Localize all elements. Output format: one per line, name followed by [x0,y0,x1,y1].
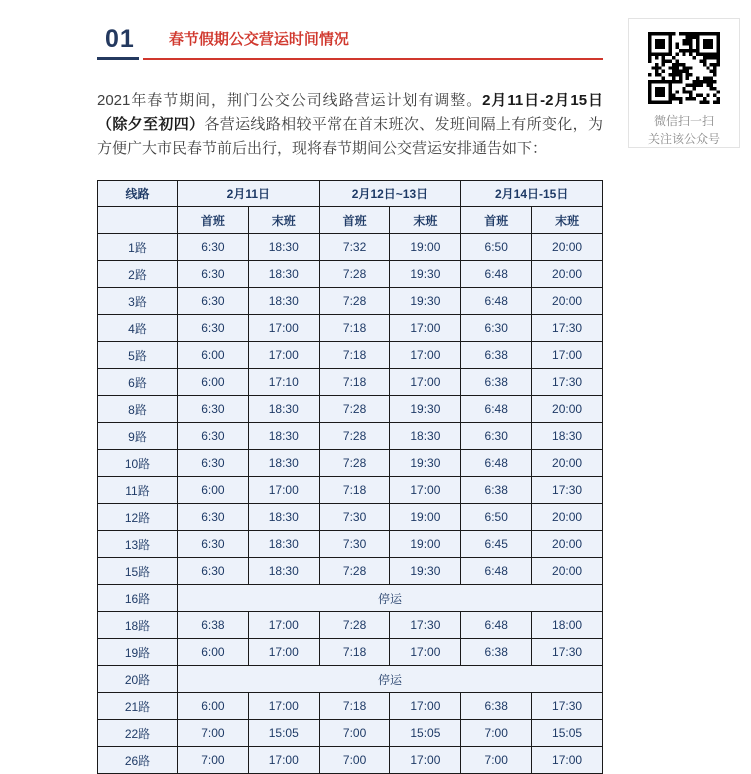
time-cell: 7:28 [319,558,390,585]
date-group-header: 2月11日 [178,181,320,207]
suspended-cell: 停运 [178,585,603,612]
date-group-header: 2月14日-15日 [461,181,603,207]
time-cell: 18:30 [248,288,319,315]
time-cell: 17:00 [390,342,461,369]
time-cell: 6:30 [178,504,249,531]
route-cell: 20路 [98,666,178,693]
table-header-subcolumns [98,207,603,234]
time-cell: 18:30 [248,531,319,558]
time-cell: 20:00 [532,288,603,315]
table-row [98,666,603,693]
time-cell: 7:28 [319,288,390,315]
time-cell: 7:00 [461,747,532,774]
time-cell: 17:30 [532,315,603,342]
route-cell: 9路 [98,423,178,450]
time-cell: 7:28 [319,450,390,477]
time-cell: 7:18 [319,693,390,720]
last-bus-header: 末班 [248,207,319,234]
time-cell: 20:00 [532,396,603,423]
time-cell: 7:30 [319,531,390,558]
route-cell: 12路 [98,504,178,531]
time-cell: 7:28 [319,612,390,639]
route-cell: 11路 [98,477,178,504]
time-cell: 7:18 [319,477,390,504]
time-cell: 6:30 [178,261,249,288]
time-cell: 7:30 [319,504,390,531]
time-cell: 17:30 [532,477,603,504]
table-row [98,423,603,450]
first-bus-header: 首班 [461,207,532,234]
route-cell: 6路 [98,369,178,396]
wechat-qr-panel [628,18,740,148]
time-cell: 17:00 [248,315,319,342]
time-cell: 17:00 [390,693,461,720]
time-cell: 17:00 [532,342,603,369]
time-cell: 15:05 [248,720,319,747]
time-cell: 7:00 [319,747,390,774]
intro-paragraph [97,89,603,161]
table-row [98,693,603,720]
time-cell: 6:00 [178,342,249,369]
time-cell: 6:30 [178,423,249,450]
time-cell: 17:00 [390,747,461,774]
time-cell: 6:30 [178,531,249,558]
section-title: 春节假期公交营运时间情况 [168,31,349,48]
time-cell: 17:30 [532,639,603,666]
table-row [98,396,603,423]
suspended-cell: 停运 [178,666,603,693]
time-cell: 17:10 [248,369,319,396]
time-cell: 6:30 [178,396,249,423]
time-cell: 19:30 [390,261,461,288]
time-cell: 7:00 [178,747,249,774]
time-cell: 6:30 [461,423,532,450]
route-cell: 1路 [98,234,178,261]
time-cell: 6:48 [461,396,532,423]
time-cell: 6:48 [461,261,532,288]
time-cell: 6:48 [461,288,532,315]
time-cell: 6:30 [178,234,249,261]
qr-caption-line2: 关注该公众号 [647,132,720,146]
intro-text-bold: 2月11日-2月15日（除夕至初四） [97,92,603,133]
table-row [98,261,603,288]
time-cell: 6:38 [461,342,532,369]
table-row [98,315,603,342]
time-cell: 20:00 [532,558,603,585]
time-cell: 19:30 [390,396,461,423]
route-cell: 15路 [98,558,178,585]
time-cell: 18:30 [248,234,319,261]
time-cell: 18:30 [390,423,461,450]
time-cell: 18:30 [532,423,603,450]
table-header-dates [98,181,603,207]
time-cell: 15:05 [532,720,603,747]
route-cell: 21路 [98,693,178,720]
time-cell: 20:00 [532,504,603,531]
table-row [98,585,603,612]
table-row [98,531,603,558]
last-bus-header: 末班 [390,207,461,234]
route-cell: 2路 [98,261,178,288]
section-number-underline [97,27,139,60]
time-cell: 7:28 [319,396,390,423]
bus-schedule-table [97,180,603,774]
time-cell: 6:00 [178,477,249,504]
time-cell: 17:00 [390,477,461,504]
time-cell: 17:00 [248,477,319,504]
time-cell: 19:00 [390,504,461,531]
time-cell: 17:00 [248,693,319,720]
table-row [98,477,603,504]
time-cell: 6:48 [461,450,532,477]
time-cell: 18:30 [248,261,319,288]
time-cell: 17:30 [390,612,461,639]
route-cell: 22路 [98,720,178,747]
time-cell: 6:38 [461,477,532,504]
route-cell: 8路 [98,396,178,423]
time-cell: 7:00 [319,720,390,747]
time-cell: 18:30 [248,504,319,531]
route-cell: 26路 [98,747,178,774]
route-cell: 10路 [98,450,178,477]
time-cell: 18:00 [532,612,603,639]
table-row [98,369,603,396]
time-cell: 6:38 [461,639,532,666]
time-cell: 6:38 [461,369,532,396]
qr-caption-line1: 微信扫一扫 [653,114,714,128]
time-cell: 20:00 [532,234,603,261]
empty-header-cell [98,207,178,234]
time-cell: 17:00 [532,747,603,774]
time-cell: 6:45 [461,531,532,558]
time-cell: 18:30 [248,450,319,477]
time-cell: 7:18 [319,639,390,666]
time-cell: 6:30 [178,315,249,342]
time-cell: 19:00 [390,234,461,261]
time-cell: 6:00 [178,639,249,666]
table-row [98,639,603,666]
time-cell: 19:30 [390,558,461,585]
table-row [98,504,603,531]
first-bus-header: 首班 [178,207,249,234]
first-bus-header: 首班 [319,207,390,234]
table-row [98,612,603,639]
table-row [98,288,603,315]
time-cell: 7:32 [319,234,390,261]
time-cell: 19:00 [390,531,461,558]
time-cell: 15:05 [390,720,461,747]
time-cell: 20:00 [532,261,603,288]
time-cell: 17:00 [390,369,461,396]
time-cell: 6:50 [461,504,532,531]
last-bus-header: 末班 [532,207,603,234]
time-cell: 6:30 [178,558,249,585]
time-cell: 7:28 [319,261,390,288]
time-cell: 7:18 [319,315,390,342]
section-title-rule [143,28,603,60]
time-cell: 17:00 [390,315,461,342]
time-cell: 18:30 [248,396,319,423]
route-column-header: 线路 [98,181,178,207]
article-content [97,0,603,774]
time-cell: 17:30 [532,693,603,720]
time-cell: 20:00 [532,450,603,477]
route-cell: 16路 [98,585,178,612]
time-cell: 6:38 [178,612,249,639]
table-row [98,747,603,774]
time-cell: 20:00 [532,531,603,558]
date-group-header: 2月12日~13日 [319,181,461,207]
time-cell: 6:30 [178,450,249,477]
route-cell: 5路 [98,342,178,369]
section-header [97,27,603,60]
qr-code-icon [648,32,720,104]
time-cell: 19:30 [390,450,461,477]
table-row [98,720,603,747]
time-cell: 7:28 [319,423,390,450]
time-cell: 18:30 [248,423,319,450]
route-cell: 18路 [98,612,178,639]
route-cell: 13路 [98,531,178,558]
time-cell: 6:00 [178,693,249,720]
time-cell: 6:30 [178,288,249,315]
time-cell: 17:30 [532,369,603,396]
time-cell: 17:00 [248,639,319,666]
table-row [98,342,603,369]
time-cell: 7:00 [178,720,249,747]
time-cell: 6:50 [461,234,532,261]
time-cell: 7:18 [319,369,390,396]
time-cell: 6:00 [178,369,249,396]
time-cell: 17:00 [390,639,461,666]
table-row [98,450,603,477]
time-cell: 7:00 [461,720,532,747]
time-cell: 6:48 [461,558,532,585]
route-cell: 19路 [98,639,178,666]
intro-text-before: 2021年春节期间，荆门公交公司线路营运计划有调整。 [97,92,483,109]
time-cell: 17:00 [248,612,319,639]
intro-text-after: 各营运线路相较平常在首末班次、发班间隔上有所变化，为方便广大市民春节前后出行，现将春节期间公交营运安排通告如下： [97,116,603,157]
time-cell: 7:18 [319,342,390,369]
route-cell: 4路 [98,315,178,342]
time-cell: 17:00 [248,747,319,774]
time-cell: 6:48 [461,612,532,639]
table-row [98,234,603,261]
time-cell: 17:00 [248,342,319,369]
route-cell: 3路 [98,288,178,315]
time-cell: 19:30 [390,288,461,315]
time-cell: 18:30 [248,558,319,585]
time-cell: 6:38 [461,693,532,720]
section-number: 01 [105,25,135,53]
time-cell: 6:30 [461,315,532,342]
table-row [98,558,603,585]
